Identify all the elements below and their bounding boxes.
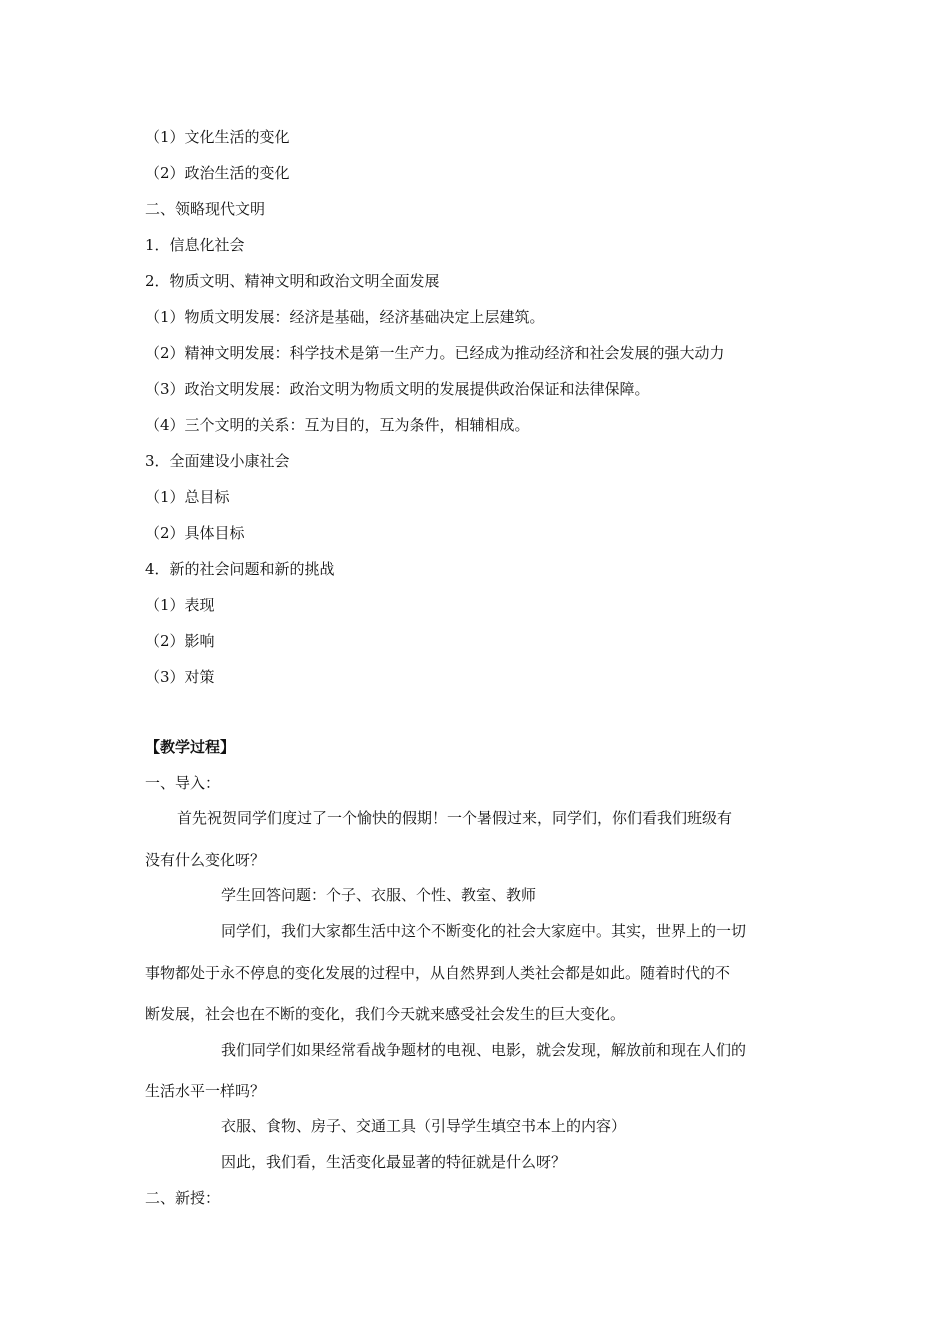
outline-subitem-material: （1）物质文明发展：经济是基础，经济基础决定上层建筑。 — [145, 308, 545, 326]
student-answer: 学生回答问题：个子、衣服、个性、教室、教师 — [221, 886, 537, 904]
question-line: 因此，我们看，生活变化最显著的特征就是什么呀？ — [221, 1153, 567, 1171]
outline-subitem-spiritual: （2）精神文明发展：科学技术是第一生产力。已经成为推动经济和社会发展的强大动力 — [145, 344, 725, 362]
outline-subitem-overall-goal: （1）总目标 — [145, 488, 230, 506]
intro-label: 一、导入： — [145, 774, 221, 792]
outline-subitem-political: （3）政治文明发展：政治文明为物质文明的发展提供政治保证和法律保障。 — [145, 380, 650, 398]
new-lesson-label: 二、新授： — [145, 1189, 221, 1207]
outline-subitem-specific-goal: （2）具体目标 — [145, 524, 245, 542]
outline-item-three-civilizations: 2．物质文明、精神文明和政治文明全面发展 — [145, 272, 440, 290]
paragraph-2-line-2: 事物都处于永不停息的变化发展的过程中，从自然界到人类社会都是如此。随着时代的不 — [145, 964, 731, 982]
intro-paragraph-line-1: 首先祝贺同学们度过了一个愉快的假期！一个暑假过来，同学们，你们看我们班级有 — [177, 809, 733, 827]
outline-subitem-relationship: （4）三个文明的关系：互为目的，互为条件，相辅相成。 — [145, 416, 530, 434]
outline-item-political-life: （2）政治生活的变化 — [145, 164, 290, 182]
paragraph-3-line-2: 生活水平一样吗？ — [145, 1082, 266, 1100]
paragraph-2-line-3: 断发展，社会也在不断的变化，我们今天就来感受社会发生的巨大变化。 — [145, 1005, 626, 1023]
items-line: 衣服、食物、房子、交通工具（引导学生填空书本上的内容） — [221, 1117, 627, 1135]
outline-subitem-influence: （2）影响 — [145, 632, 215, 650]
teaching-process-heading: 【教学过程】 — [145, 738, 236, 756]
paragraph-3-line-1: 我们同学们如果经常看战争题材的电视、电影，就会发现，解放前和现在人们的 — [221, 1041, 747, 1059]
outline-subitem-countermeasure: （3）对策 — [145, 668, 215, 686]
paragraph-2-line-1: 同学们，我们大家都生活中这个不断变化的社会大家庭中。其实，世界上的一切 — [221, 922, 747, 940]
outline-section-modern-civilization: 二、领略现代文明 — [145, 200, 266, 218]
outline-subitem-manifestation: （1）表现 — [145, 596, 215, 614]
outline-item-new-challenges: 4．新的社会问题和新的挑战 — [145, 560, 335, 578]
outline-item-xiaokang: 3．全面建设小康社会 — [145, 452, 290, 470]
outline-item-cultural-life: （1）文化生活的变化 — [145, 128, 290, 146]
intro-paragraph-line-2: 没有什么变化呀？ — [145, 851, 266, 869]
outline-item-information-society: 1．信息化社会 — [145, 236, 245, 254]
